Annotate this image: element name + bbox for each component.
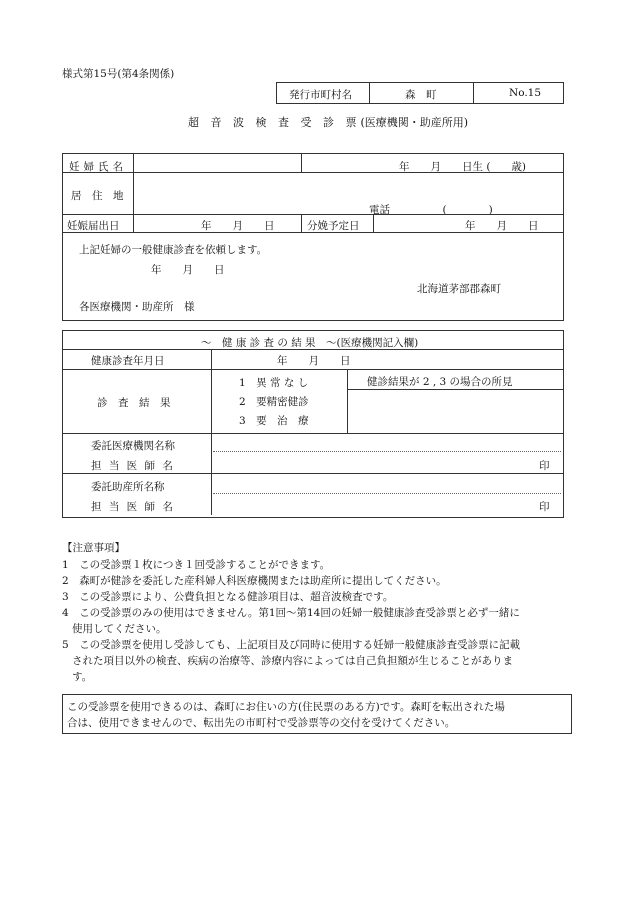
note-2 [62,573,447,588]
findings-label: 健診結果が 2 , 3 の場合の所見 [367,376,513,388]
request-text: 上記妊婦の一般健康診査を依頼します。 [79,244,268,256]
note-4-cont: 使用してください。 [72,623,167,635]
midwife-clinic-label: 委託助産所名称 [91,481,165,493]
note-1-num: 1 [62,559,69,571]
exam-date-label: 健康診査年月日 [91,355,165,367]
form-number: No.15 [509,87,542,99]
midwife-divider [213,493,561,494]
footer-note-line-2: 合は、使用できませんので、転出先の市町村で受診票等の交付を受けてください。 [67,717,456,729]
doctor-name-label: 担 当 医 師 名 [91,460,175,472]
due-date-label: 分娩予定日 [307,220,360,232]
due-date-value: 年 月 日 [465,220,539,232]
phone-label: 電話 ( ) [369,204,493,216]
seal-mark-1: 印 [539,460,550,472]
issuer-label: 発行市町村名 [289,89,352,101]
addressee: 各医療機関・助産所 様 [79,301,195,313]
footer-note-box [62,694,572,734]
clinic-name-label: 委託医療機関名称 [91,440,175,452]
results-header-main: ～ 健 康 診 査 の 結 果 ～ [201,337,337,349]
pregnancy-report-date: 年 月 日 [201,220,275,232]
pregnancy-report-label: 妊娠届出日 [67,220,120,232]
results-header [201,335,418,350]
doctor-name-label-2: 担 当 医 師 名 [91,501,175,513]
form-title-main: 超 音 波 検 査 受 診 票 [188,116,361,129]
form-title-sub: (医療機関・助産所用) [360,116,469,129]
note-4-num: 4 [62,607,69,619]
note-3-num: 3 [62,591,69,603]
note-3-text: この受診票により、公費負担となる健診項目は、超音波検査です。 [79,591,394,603]
note-4-text: この受診票のみの使用はできません。第1回～第14回の妊婦一般健康診査受診票と必ず一緒に [79,607,520,619]
note-1-text: この受診票１枚につき１回受診することができます。 [79,559,331,571]
clinic-divider [213,451,561,452]
note-5 [62,637,520,652]
seal-mark-2: 印 [539,501,550,513]
issuer-box [276,82,564,104]
address-label: 居 住 地 [71,190,124,202]
form-title [188,114,468,130]
patient-name-field[interactable] [134,157,299,170]
note-1 [62,557,330,572]
footer-note-line-1: この受診票を使用できるのは、森町にお住いの方(住民票のある方)です。森町を転出された場 [67,701,505,713]
result-option-3[interactable]: 3 要 治 療 [239,415,309,427]
results-header-sub: (医療機関記入欄) [336,337,419,349]
note-2-num: 2 [62,575,69,587]
issuer-name: 北海道茅部郡森町 [417,283,501,295]
result-option-1[interactable]: 1 異 常 な し [239,377,309,389]
note-4 [62,605,520,620]
findings-field[interactable] [349,391,561,431]
exam-date-value: 年 月 日 [277,355,351,367]
issuer-value: 森 町 [405,89,437,101]
note-5-text: この受診票を使用し受診しても、上記項目及び同時に使用する妊婦一般健康診査受診票に記載 [79,639,521,651]
patient-section [62,153,564,321]
patient-dob: 年 月 日生 ( 歳) [399,161,527,173]
note-5-cont: された項目以外の検査、疾病の治療等、診療内容によっては自己負担額が生じることがありま [72,655,513,667]
note-3 [62,589,393,604]
results-section [62,330,564,518]
request-date: 年 月 日 [151,264,225,276]
exam-result-label: 診 査 結 果 [97,397,171,409]
notes-heading: 【注意事項】 [62,542,125,554]
result-option-2[interactable]: 2 要精密健診 [239,396,309,408]
form-id: 様式第15号(第4条関係) [62,68,175,80]
patient-name-label: 妊婦氏名 [69,161,127,173]
note-2-text: 森町が健診を委託した産科婦人科医療機関または助産所に提出してください。 [79,575,447,587]
address-field[interactable] [134,174,561,210]
note-5-cont2: す。 [72,671,93,683]
note-5-num: 5 [62,639,69,651]
